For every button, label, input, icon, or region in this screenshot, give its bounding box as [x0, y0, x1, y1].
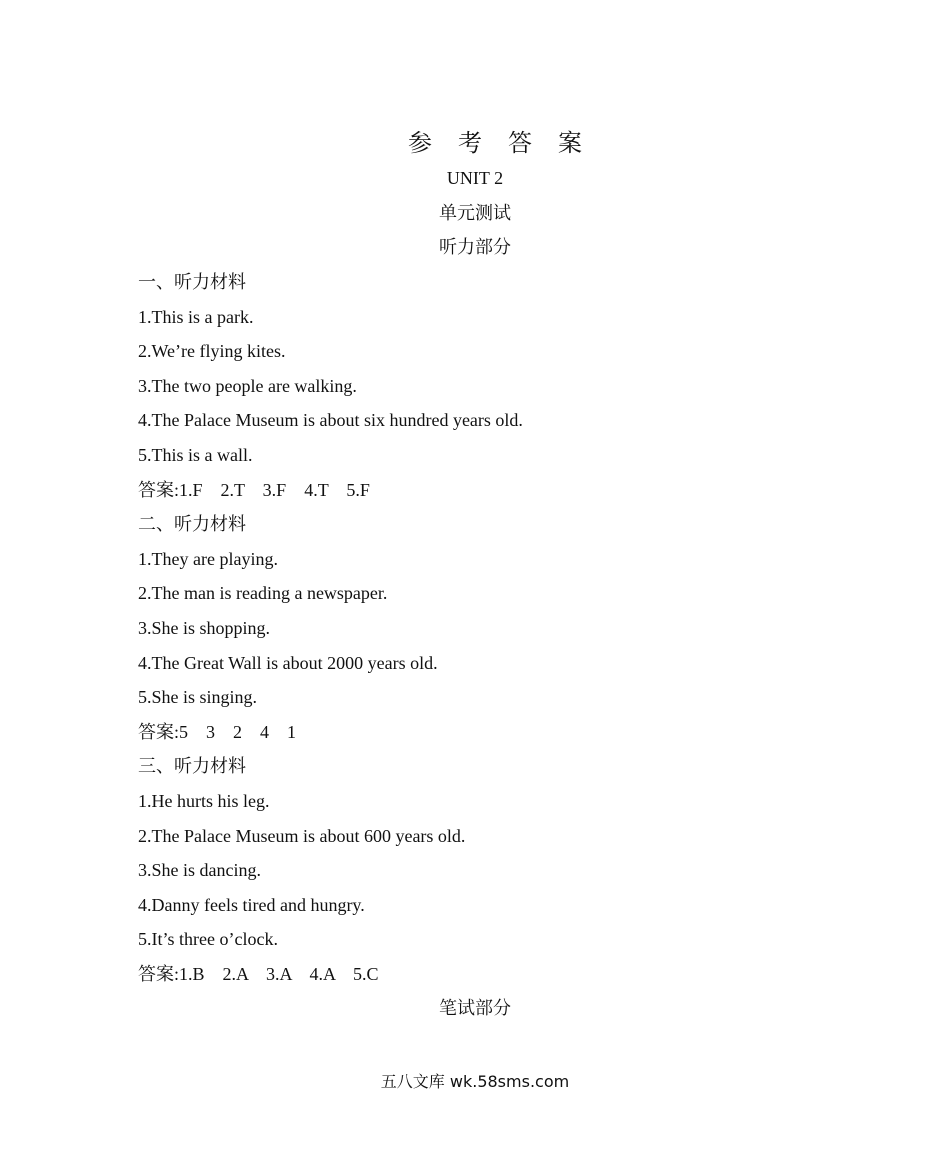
- text-line: 5.This is a wall.: [138, 444, 253, 465]
- text-line: 1.He hurts his leg.: [138, 790, 270, 811]
- text-line: 2.The man is reading a newspaper.: [138, 583, 388, 604]
- text-line: 1.This is a park.: [138, 306, 254, 327]
- text-line: 3.She is dancing.: [138, 860, 261, 881]
- written-part-title: 笔试部分: [439, 998, 511, 1018]
- text-line: 4.The Great Wall is about 2000 years old.: [138, 652, 438, 673]
- answer-line: 答案:5 3 2 4 1: [138, 721, 297, 742]
- page-title: 参 考 答 案: [408, 131, 592, 157]
- answer-line: 答案:1.F 2.T 3.F 4.T 5.F: [138, 479, 370, 500]
- test-title: 单元测试: [439, 203, 511, 223]
- text-line: 5.She is singing.: [138, 687, 258, 708]
- section-heading: 一、听力材料: [138, 272, 246, 292]
- section-heading: 二、听力材料: [138, 514, 246, 535]
- text-line: 4.The Palace Museum is about six hundred years old.: [138, 410, 523, 431]
- text-line: 2.The Palace Museum is about 600 years old.: [138, 825, 466, 846]
- text-line: 1.They are playing.: [138, 548, 278, 569]
- answer-body: [138, 270, 838, 996]
- unit-title: UNIT 2: [446, 168, 504, 188]
- text-line: 3.The two people are walking.: [138, 375, 357, 396]
- text-line: 5.It’s three o’clock.: [138, 929, 278, 950]
- answer-line: 答案:1.B 2.A 3.A 4.A 5.C: [138, 963, 379, 984]
- listening-part-title: 听力部分: [439, 237, 511, 257]
- section-heading: 三、听力材料: [138, 756, 246, 777]
- text-line: 4.Danny feels tired and hungry.: [138, 894, 365, 915]
- footer-watermark: 五八文库 wk.58sms.com: [380, 1072, 570, 1091]
- text-line: 2.We’re flying kites.: [138, 341, 286, 362]
- text-line: 3.She is shopping.: [138, 617, 271, 638]
